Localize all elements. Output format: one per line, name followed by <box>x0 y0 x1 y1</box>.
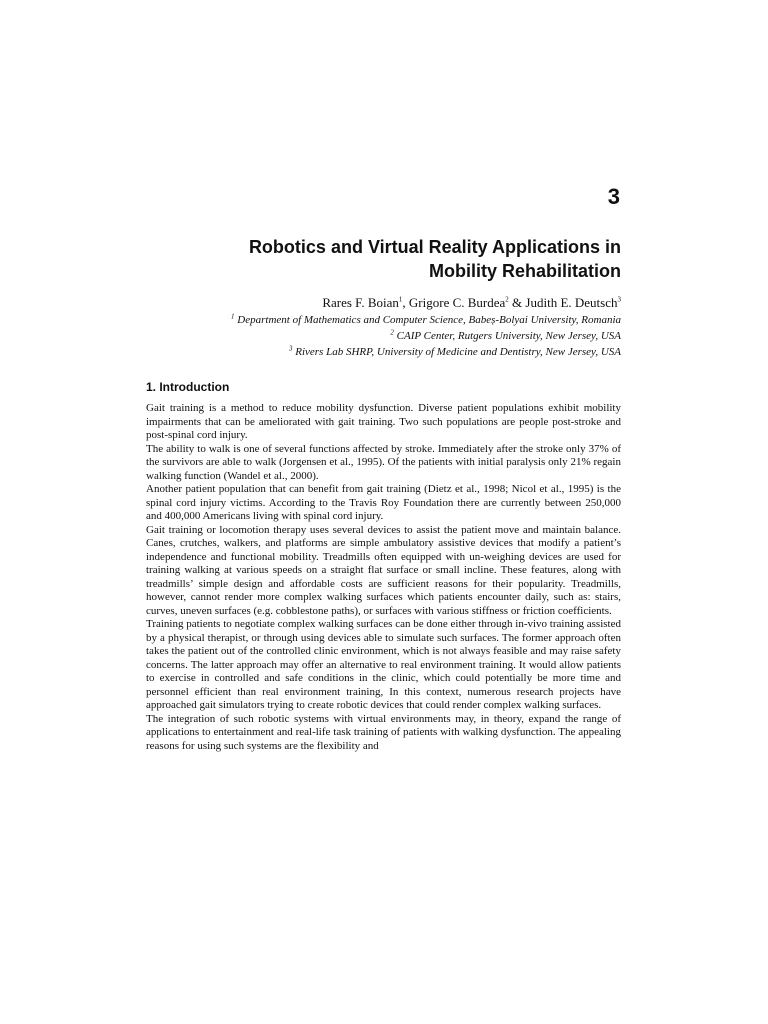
chapter-title-line-2: Mobility Rehabilitation <box>429 261 621 281</box>
chapter-number: 3 <box>607 184 620 209</box>
author-name: Grigore C. Burdea <box>408 295 506 310</box>
paragraph: Training patients to negotiate complex walking surfaces can be done either through in-vivo training assisted by a physical therapist, or through using devices able to simulate such surfaces. The former approach often takes the patient out of the controlled clinic environment, which is not always feasible and may raise safety concerns. The latter approach may offer an alternative to real environment training. It would allow patients to exercise in controlled and safe conditions in the clinic, which could potentially be more time and personnel efficient than real environment training, In this context, numerous research projects have approached gait simulators trying to create robotic devices that could render complex walking surfaces. <box>146 618 621 711</box>
affiliation-mark: 3 <box>288 344 293 353</box>
paragraph: The ability to walk is one of several functions affected by stroke. Immediately after the stroke only 37% of the survivors are able to walk (Jorgensen et al., 1995). Of the patients with initial paralysis only 21% regain walking function (Wandel et al., 2000). <box>146 442 621 482</box>
affiliation-mark: 2 <box>390 328 394 337</box>
affiliation-list <box>146 312 621 360</box>
affiliation-line <box>146 328 621 344</box>
author-separator: & <box>508 295 526 310</box>
body-text <box>146 402 621 753</box>
chapter-title <box>146 235 621 283</box>
affiliation-mark: 1 <box>231 312 235 321</box>
paragraph: Another patient population that can benefit from gait training (Dietz et al., 1998; Nicol et al., 1995) is the spinal cord injury victims. According to the Travis Roy Foundation there are currently between 250,000 and 400,000 Americans living with spinal cord injury. <box>146 483 621 522</box>
author-affiliation-mark: 3 <box>617 295 621 304</box>
author-affiliation-mark: 1 <box>398 295 403 304</box>
affiliation-text: Rivers Lab SHRP, University of Medicine and Dentistry, New Jersey, USA <box>295 346 621 358</box>
section-heading: 1. Introduction <box>146 380 230 394</box>
affiliation-line <box>146 312 621 328</box>
paragraph: Gait training is a method to reduce mobility dysfunction. Diverse patient populations exhibit mobility impairments that can be ameliorated with gait training. Two such populations are people post-stroke and post-spinal cord injury. <box>146 402 621 441</box>
author-separator: , <box>402 295 409 310</box>
affiliation-line <box>146 344 621 360</box>
chapter-title-line-1: Robotics and Virtual Reality Applications in <box>248 237 621 257</box>
author-list <box>146 294 621 312</box>
author-name: Judith E. Deutsch <box>525 295 618 310</box>
author-name: Rares F. Boian <box>322 295 399 310</box>
paragraph: The integration of such robotic systems with virtual environments may, in theory, expand the range of applications to entertainment and real-life task training of patients with walking dysfunction. The appealing reasons for using such systems are the flexibility and <box>146 712 621 752</box>
paragraph: Gait training or locomotion therapy uses several devices to assist the patient move and maintain balance. Canes, crutches, walkers, and platforms are simple ambulatory assistive devices that modify a patient’s independence and functional mobility. Treadmills often equipped with un-weighing devices are used for training walking at various speeds on a straight flat surface or small incline. These features, along with treadmills’ simple design and affordable costs are sufficient reasons for their popularity. Treadmills, however, cannot render more complex walking surfaces which patients encounter daily, such as: stairs, curves, uneven surfaces (e.g. cobblestone paths), or surfaces with various stiffness or friction coefficients. <box>146 523 621 617</box>
affiliation-text: CAIP Center, Rutgers University, New Jersey, USA <box>396 330 621 342</box>
author-affiliation-mark: 2 <box>505 295 509 304</box>
affiliation-text: Department of Mathematics and Computer Science, Babeș-Bolyai University, Romania <box>237 314 621 326</box>
